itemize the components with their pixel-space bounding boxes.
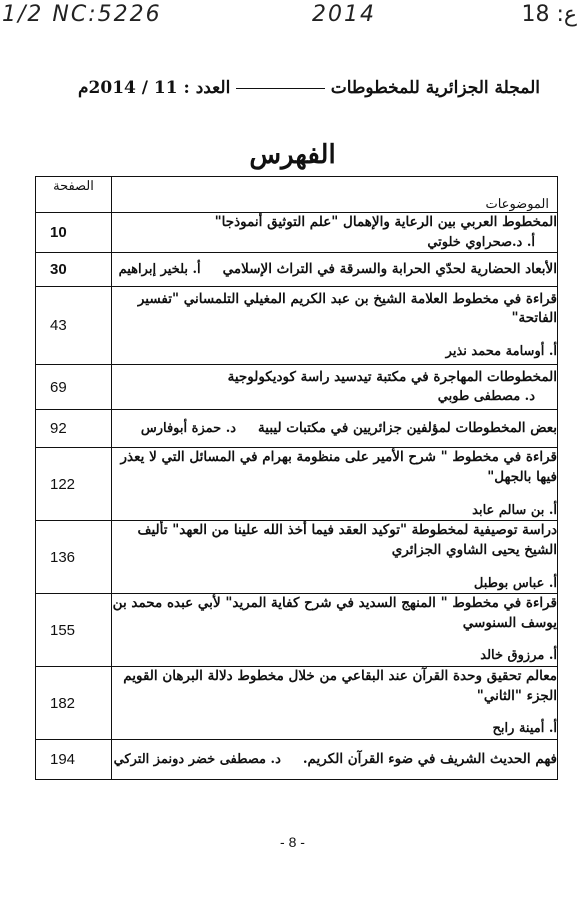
table-row xyxy=(36,213,558,253)
topic-cell xyxy=(112,253,558,287)
column-header-page: الصفحة xyxy=(36,177,112,213)
article-author: د. مصطفى خضر دونمز التركي xyxy=(113,751,281,767)
issue-number: العدد : 11 / 2014م xyxy=(78,78,231,98)
page-number: - 8 - xyxy=(280,834,305,850)
article-title: المخطوط العربي بين الرعاية والإهمال "علم التوثيق أنموذجا" xyxy=(214,214,557,230)
handwritten-catalog-note: 1/2 NC:5226 xyxy=(2,2,162,27)
handwritten-issue-note: ع: 18 xyxy=(521,2,577,27)
article-author: أ. عباس بوطبل xyxy=(473,575,557,591)
article-author: أ. د.صحراوي خلوتي xyxy=(427,234,535,250)
table-of-contents xyxy=(35,176,558,780)
table-row xyxy=(36,667,558,740)
article-author: أ. أمينة رابح xyxy=(492,721,557,737)
article-author: أ. مرزوق خالد xyxy=(480,648,557,664)
article-title: معالم تحقيق وحدة القرآن عند البقاعي من خلال مخطوط دلالة البرهان القويم الجزء "الثاني" xyxy=(123,668,557,704)
table-row xyxy=(36,410,558,448)
article-author: أ. بلخير إبراهيم xyxy=(118,261,201,277)
table-row xyxy=(36,287,558,365)
article-author: أ. بن سالم عابد xyxy=(472,502,557,518)
topic-cell xyxy=(112,365,558,410)
page-number-cell: 92 xyxy=(36,410,112,448)
table-row xyxy=(36,594,558,667)
topic-cell xyxy=(112,667,558,740)
page-number-cell: 30 xyxy=(36,253,112,287)
article-author: أ. أوسامة محمد نذير xyxy=(445,344,557,360)
topic-cell xyxy=(112,287,558,365)
article-title: فهم الحديث الشريف في ضوء القرآن الكريم. xyxy=(302,750,557,767)
topic-cell xyxy=(112,448,558,521)
table-row xyxy=(36,365,558,410)
table-row xyxy=(36,448,558,521)
page-number-cell: 182 xyxy=(36,667,112,740)
page-number-cell: 43 xyxy=(36,287,112,365)
index-title: الفهرس xyxy=(249,140,336,170)
page-number-cell: 155 xyxy=(36,594,112,667)
article-title: دراسة توصيفية لمخطوطة "توكيد العقد فيما أخذ الله علينا من العهد" تأليف الشيخ يحيى الشاوي الجزائري xyxy=(137,522,557,558)
table-header-row xyxy=(36,177,558,213)
article-author: د. مصطفى طوبي xyxy=(437,389,535,405)
column-header-topics: الموضوعات xyxy=(112,177,558,213)
table-body xyxy=(36,213,558,780)
topic-cell xyxy=(112,740,558,780)
header-rule xyxy=(236,88,324,89)
article-title: بعض المخطوطات لمؤلفين جزائريين في مكتبات ليبية xyxy=(258,419,557,436)
page-number-cell: 122 xyxy=(36,448,112,521)
article-title: المخطوطات المهاجرة في مكتبة تيدسيد راسة كوديكولوجية xyxy=(227,368,557,385)
article-title: قراءة في مخطوط العلامة الشيخ بن عبد الكريم المغيلي التلمساني "تفسير الفاتحة" xyxy=(137,290,557,327)
table-row xyxy=(36,253,558,287)
page-number-cell: 194 xyxy=(36,740,112,780)
article-title: قراءة في مخطوط " المنهج السديد في شرح كفاية المريد" لأبي عبده محمد بن يوسف السنوسي xyxy=(112,595,557,631)
handwritten-year: 2014 xyxy=(312,2,376,27)
topic-cell xyxy=(112,594,558,667)
article-author: د. حمزة أبوفارس xyxy=(140,420,237,436)
article-title: قراءة في مخطوط " شرح الأمير على منظومة بهرام في المسائل التي لا يعذر فيها بالجهل" xyxy=(120,449,557,485)
journal-name: المجلة الجزائرية للمخطوطات xyxy=(330,78,540,98)
table-row xyxy=(36,740,558,780)
topic-cell xyxy=(112,410,558,448)
article-title: الأبعاد الحضارية لحدّي الحرابة والسرقة في التراث الإسلامي xyxy=(222,260,557,277)
table-row xyxy=(36,521,558,594)
page-number-cell: 10 xyxy=(36,213,112,253)
topic-cell xyxy=(112,521,558,594)
page-number-cell: 136 xyxy=(36,521,112,594)
topic-cell xyxy=(112,213,558,253)
journal-header xyxy=(78,78,540,98)
page-number-cell: 69 xyxy=(36,365,112,410)
